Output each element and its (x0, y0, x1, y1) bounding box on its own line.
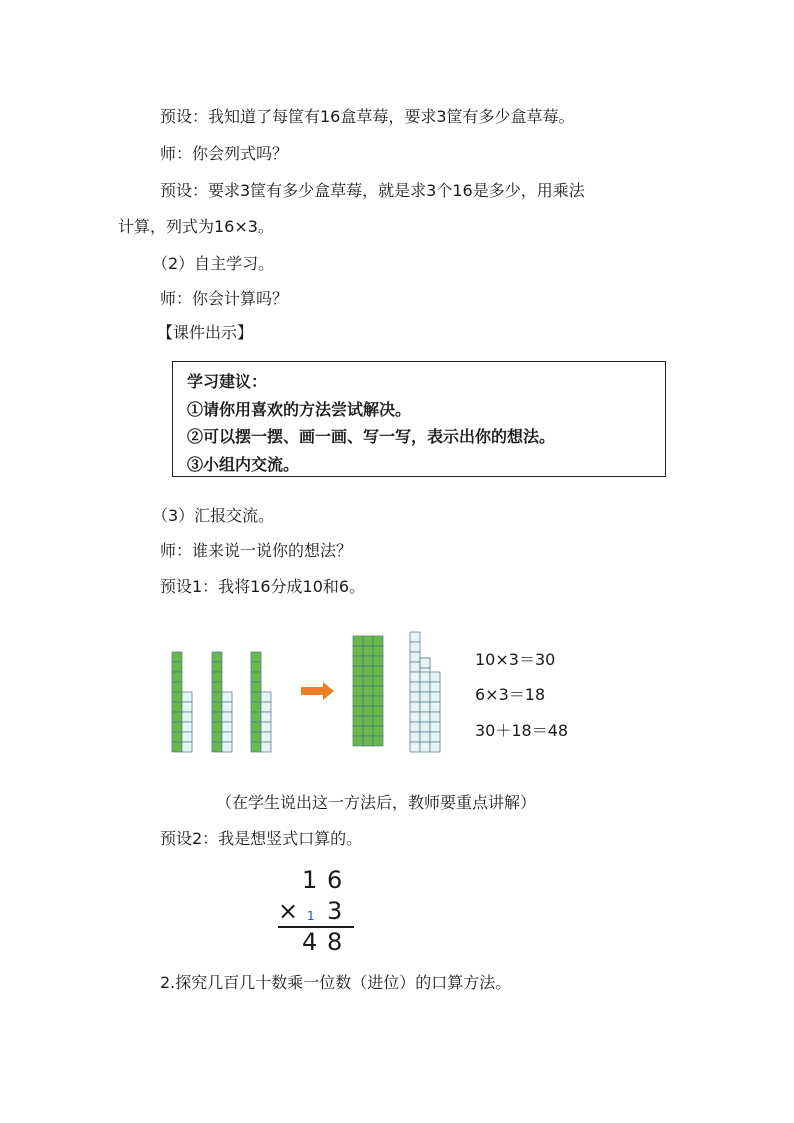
multiply-sign: × (278, 897, 299, 925)
ten-rod (172, 652, 182, 752)
equation: 6×3＝18 (475, 685, 546, 704)
text-line: 预设1：我将16分成10和6。 (160, 577, 366, 596)
figure-caption: （在学生说出这一方法后，教师要重点讲解） (216, 793, 537, 812)
text-line: 预设：要求3筐有多少盒草莓，就是求3个16是多少，用乘法 (160, 181, 585, 200)
digit: 3 (327, 897, 343, 925)
suggestion-item: ②可以摆一摆、画一画、写一写，表示出你的想法。 (187, 427, 556, 446)
text-line: 师：你会计算吗？ (160, 289, 289, 308)
digit: 1 (302, 866, 318, 894)
units-block (410, 632, 420, 752)
text-line: 师：谁来说一说你的想法？ (160, 541, 353, 560)
digit: 4 (302, 928, 318, 956)
equation: 30＋18＝48 (475, 721, 569, 740)
right-arrow-icon (301, 682, 334, 700)
text-line: （3）汇报交流。 (152, 506, 275, 525)
text-line: 预设2：我是想竖式口算的。 (160, 829, 363, 848)
text-line: 师：你会列式吗？ (160, 144, 289, 163)
units-block-right (420, 672, 440, 752)
text-line: 【课件出示】 (157, 323, 254, 342)
digit: 8 (327, 928, 343, 956)
suggestion-item: ③小组内交流。 (187, 454, 300, 474)
ten-rod (251, 652, 261, 752)
tens-block (353, 646, 383, 746)
ten-rod (212, 652, 222, 752)
unit-cubes (222, 692, 232, 752)
digit: 6 (327, 866, 343, 894)
suggestion-title: 学习建议： (187, 372, 268, 391)
text-line: 预设：我知道了每筐有16盒草莓，要求3筐有多少盒草莓。 (160, 107, 575, 126)
tens-block-top (353, 636, 383, 646)
suggestion-item: ①请你用喜欢的方法尝试解决。 (187, 399, 412, 419)
text-line: 2.探究几百几十数乘一位数（进位）的口算方法。 (160, 973, 512, 992)
equation: 10×3＝30 (475, 650, 556, 669)
carry-digit: 1 (307, 909, 315, 923)
unit-cubes (182, 692, 192, 752)
unit-cubes (261, 692, 271, 752)
text-line: （2）自主学习。 (152, 254, 275, 273)
text-line: 计算，列式为16×3。 (118, 217, 274, 236)
